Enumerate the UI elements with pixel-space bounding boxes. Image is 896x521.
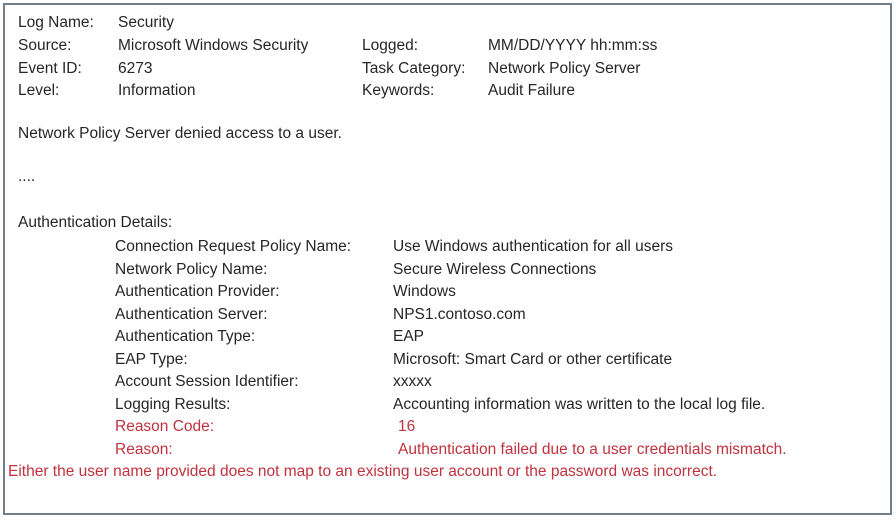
header-row-source-logged — [18, 35, 890, 58]
authentication-type-value: EAP — [393, 328, 425, 346]
account-session-identifier-label: Account Session Identifier: — [115, 373, 299, 391]
header-row-log-name — [18, 12, 890, 35]
level-value: Information — [118, 82, 196, 100]
keywords-label: Keywords: — [362, 82, 435, 100]
authentication-provider-label: Authentication Provider: — [115, 283, 280, 301]
authentication-details-heading: Authentication Details: — [18, 214, 173, 232]
logged-label: Logged: — [362, 37, 419, 55]
event-id-value: 6273 — [118, 59, 153, 77]
detail-row-account-session-identifier — [18, 371, 890, 394]
reason-value: Authentication failed due to a user credentials mismatch. — [398, 440, 787, 458]
account-session-identifier-value: xxxxx — [393, 373, 432, 391]
level-label: Level: — [18, 82, 60, 100]
log-name-value: Security — [118, 14, 174, 32]
header-row-eventid-taskcategory — [18, 57, 890, 80]
eap-type-label: EAP Type: — [115, 350, 188, 368]
detail-row-reason — [18, 438, 890, 461]
logging-results-value: Accounting information was written to the local log file. — [393, 395, 766, 413]
log-name-label: Log Name: — [18, 14, 94, 32]
authentication-details-list — [18, 236, 890, 461]
network-policy-name-label: Network Policy Name: — [115, 260, 268, 278]
connection-request-policy-value: Use Windows authentication for all users — [393, 238, 673, 256]
connection-request-policy-label: Connection Request Policy Name: — [115, 238, 352, 256]
detail-row-eap-type — [18, 348, 890, 371]
network-policy-name-value: Secure Wireless Connections — [393, 260, 597, 278]
event-id-label: Event ID: — [18, 59, 82, 77]
logging-results-label: Logging Results: — [115, 395, 231, 413]
authentication-server-value: NPS1.contoso.com — [393, 305, 526, 323]
reason-label: Reason: — [115, 440, 173, 458]
detail-row-network-policy-name — [18, 258, 890, 281]
authentication-provider-value: Windows — [393, 283, 456, 301]
authentication-server-label: Authentication Server: — [115, 305, 268, 323]
detail-row-authentication-server — [18, 303, 890, 326]
event-description: Network Policy Server denied access to a user. — [18, 124, 342, 142]
event-log-panel — [3, 3, 892, 515]
detail-row-authentication-provider — [18, 281, 890, 304]
detail-row-logging-results — [18, 393, 890, 416]
source-label: Source: — [18, 37, 72, 55]
event-log-content — [5, 5, 890, 461]
reason-explanation-note: Either the user name provided does not map to an existing user account or the password was incorrect. — [8, 462, 718, 480]
task-category-value: Network Policy Server — [488, 59, 641, 77]
logged-value: MM/DD/YYYY hh:mm:ss — [488, 37, 658, 55]
ellipsis-text: .... — [18, 168, 36, 186]
header-row-level-keywords — [18, 80, 890, 103]
source-value: Microsoft Windows Security — [118, 37, 309, 55]
eap-type-value: Microsoft: Smart Card or other certificate — [393, 350, 673, 368]
detail-row-authentication-type — [18, 326, 890, 349]
reason-code-value: 16 — [398, 418, 416, 436]
detail-row-connection-request-policy — [18, 236, 890, 259]
keywords-value: Audit Failure — [488, 82, 576, 100]
reason-code-label: Reason Code: — [115, 418, 215, 436]
event-header-fields — [18, 12, 890, 103]
task-category-label: Task Category: — [362, 59, 466, 77]
authentication-type-label: Authentication Type: — [115, 328, 256, 346]
detail-row-reason-code — [18, 416, 890, 439]
